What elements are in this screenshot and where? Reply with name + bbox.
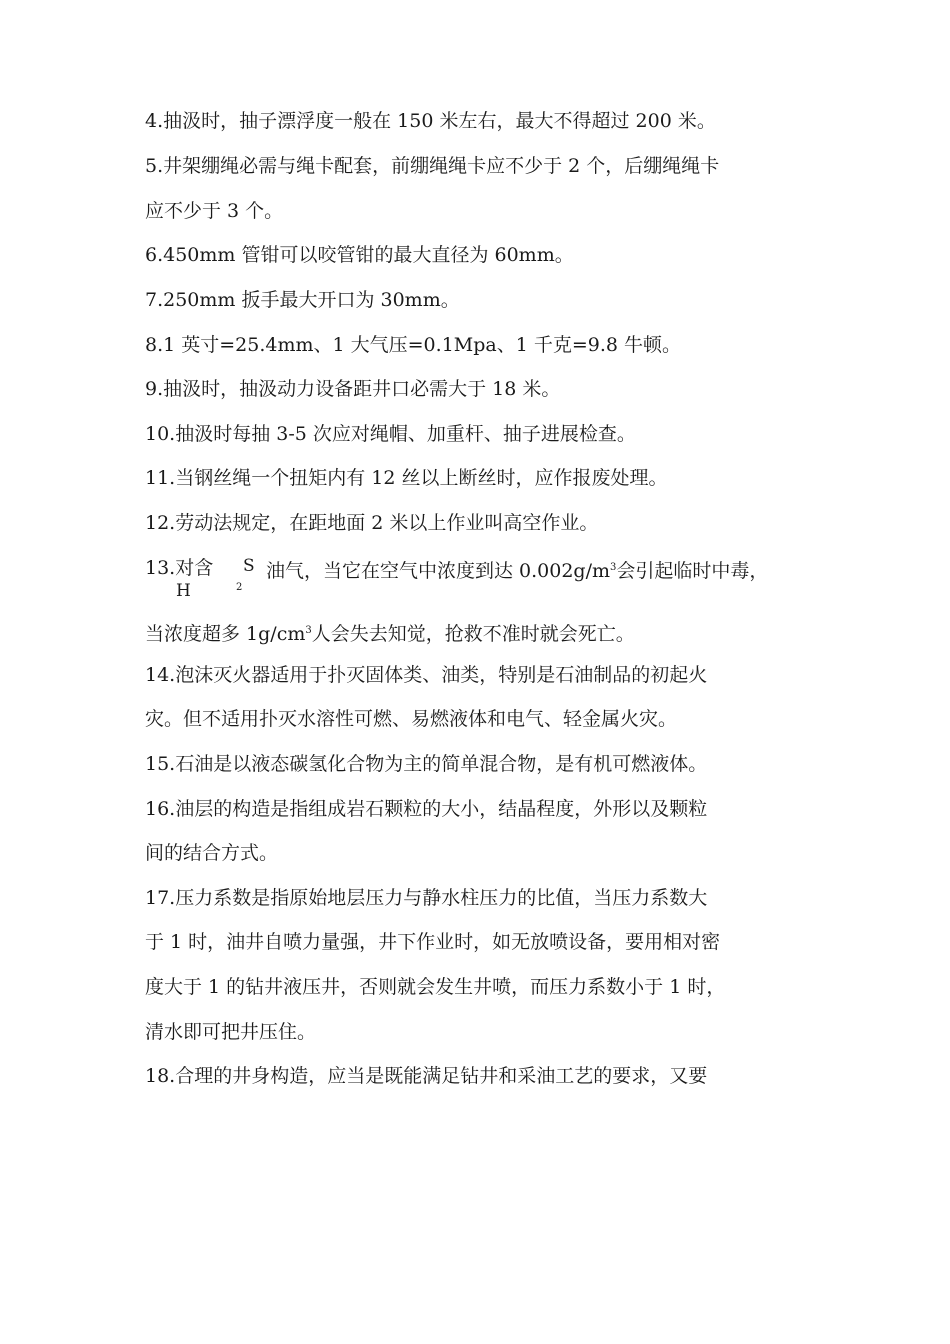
- text-line: 12.劳动法规定，在距地面 2 米以上作业叫高空作业。: [145, 512, 599, 534]
- text-line: 5.井架绷绳必需与绳卡配套，前绷绳绳卡应不少于 2 个，后绷绳绳卡: [145, 155, 720, 177]
- formula-subscript: 2: [236, 582, 243, 593]
- formula-s: S: [243, 556, 255, 576]
- text-line: 9.抽汲时，抽汲动力设备距井口必需大于 18 米。: [145, 378, 561, 400]
- text-line: 17.压力系数是指原始地层压力与静水柱压力的比值，当压力系数大: [145, 887, 708, 909]
- text-line: 灾。但不适用扑灭水溶性可燃、易燃液体和电气、轻金属火灾。: [145, 708, 678, 730]
- text-line: 11.当钢丝绳一个扭矩内有 12 丝以上断丝时，应作报废处理。: [145, 467, 668, 489]
- line13-lead: 13.对含: [145, 557, 214, 579]
- line13-text: 油气，当它在空气中浓度到达 $0.002g/m^3$会引起临时中毒，: [266, 560, 769, 582]
- text-line: 16.油层的构造是指组成岩石颗粒的大小，结晶程度，外形以及颗粒: [145, 798, 708, 820]
- formula-h: H: [176, 581, 191, 601]
- text-line: 间的结合方式。: [145, 842, 279, 864]
- text-line: 8.1 英寸=25.4mm、1 大气压=0.1Mpa、1 千克=9.8 牛顿。: [145, 334, 682, 356]
- text-line: 清水即可把井压住。: [145, 1021, 317, 1043]
- text-line: 15.石油是以液态碳氢化合物为主的简单混合物，是有机可燃液体。: [145, 753, 708, 775]
- text-line-13b: 当浓度超多 $1g/cm^3$人会失去知觉，抢救不准时就会死亡。: [145, 623, 635, 645]
- text-line: 10.抽汲时每抽 3-5 次应对绳帽、加重杆、抽子进展检查。: [145, 423, 636, 445]
- text-line: 应不少于 3 个。: [145, 200, 284, 222]
- text-line: 6.450mm 管钳可以咬管钳的最大直径为 60mm。: [145, 244, 574, 266]
- text-line: 18.合理的井身构造，应当是既能满足钻井和采油工艺的要求，又要: [145, 1065, 708, 1087]
- text-line: 度大于 1 的钻井液压井，否则就会发生井喷，而压力系数小于 1 时，: [145, 976, 726, 998]
- text-line: 4.抽汲时，抽子漂浮度一般在 150 米左右，最大不得超过 200 米。: [145, 110, 716, 132]
- text-line: 7.250mm 扳手最大开口为 30mm。: [145, 289, 460, 311]
- text-line: 于 1 时，油井自喷力量强，井下作业时，如无放喷设备，要用相对密: [145, 931, 721, 953]
- text-line: 14.泡沫灭火器适用于扑灭固体类、油类，特别是石油制品的初起火: [145, 664, 708, 686]
